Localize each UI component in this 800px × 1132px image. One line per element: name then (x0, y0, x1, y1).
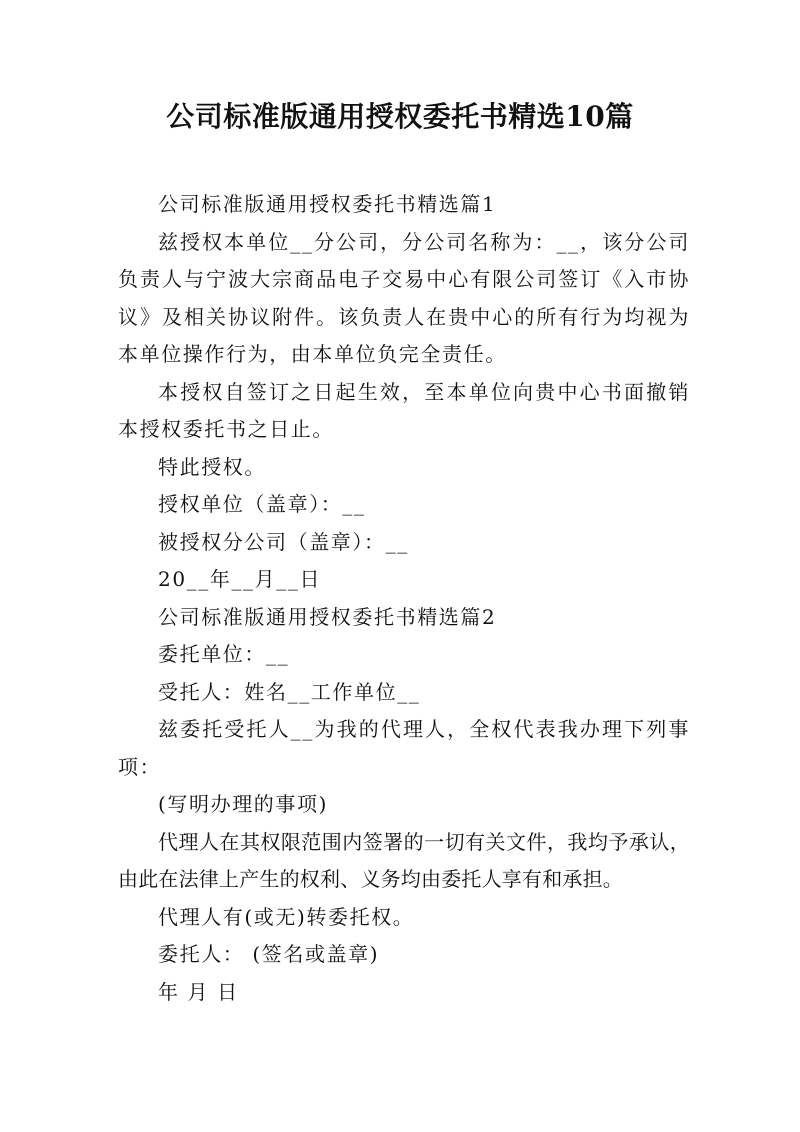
subdelegation-line: 代理人有(或无)转委托权。 (158, 904, 415, 929)
principal-signature-line: 委托人： (签名或盖章) (158, 942, 380, 966)
acknowledgement-paragraph: 代理人在其权限范围内签署的一切有关文件，我均予承认，由此在法律上产生的权利、义务均由委托人享有和承担。 (118, 829, 690, 891)
date-line-2: 年 月 日 (158, 979, 239, 1004)
authorizing-unit-line: 授权单位（盖章）：__ (158, 492, 366, 516)
document-body (118, 186, 690, 1011)
section-heading-2: 公司标准版通用授权委托书精选篇2 (158, 604, 497, 629)
authorized-branch-line: 被授权分公司（盖章）：__ (158, 529, 409, 554)
matters-note-line: (写明办理的事项) (158, 792, 329, 816)
trustee-line: 受托人：姓名__工作单位__ (158, 679, 421, 704)
delegation-paragraph: 兹委托受托人__为我的代理人，全权代表我办理下列事项： (118, 717, 690, 779)
entrusting-unit-line: 委托单位：__ (158, 642, 290, 666)
date-line-1: 20__年__月__日 (158, 567, 322, 591)
section-heading-1: 公司标准版通用授权委托书精选篇1 (158, 192, 497, 216)
document-title: 公司标准版通用授权委托书精选10篇 (166, 100, 634, 133)
authorization-paragraph: 兹授权本单位__分公司，分公司名称为：__，该分公司负责人与宁波大宗商品电子交易中心有限公司签订《入市协议》及相关协议附件。该负责人在贵中心的所有行为均视为本单位操作行为，由本单位负完全责任。 (118, 229, 690, 366)
validity-paragraph: 本授权自签订之日起生效，至本单位向贵中心书面撤销本授权委托书之日止。 (118, 379, 690, 441)
special-authorization-line: 特此授权。 (158, 454, 266, 479)
